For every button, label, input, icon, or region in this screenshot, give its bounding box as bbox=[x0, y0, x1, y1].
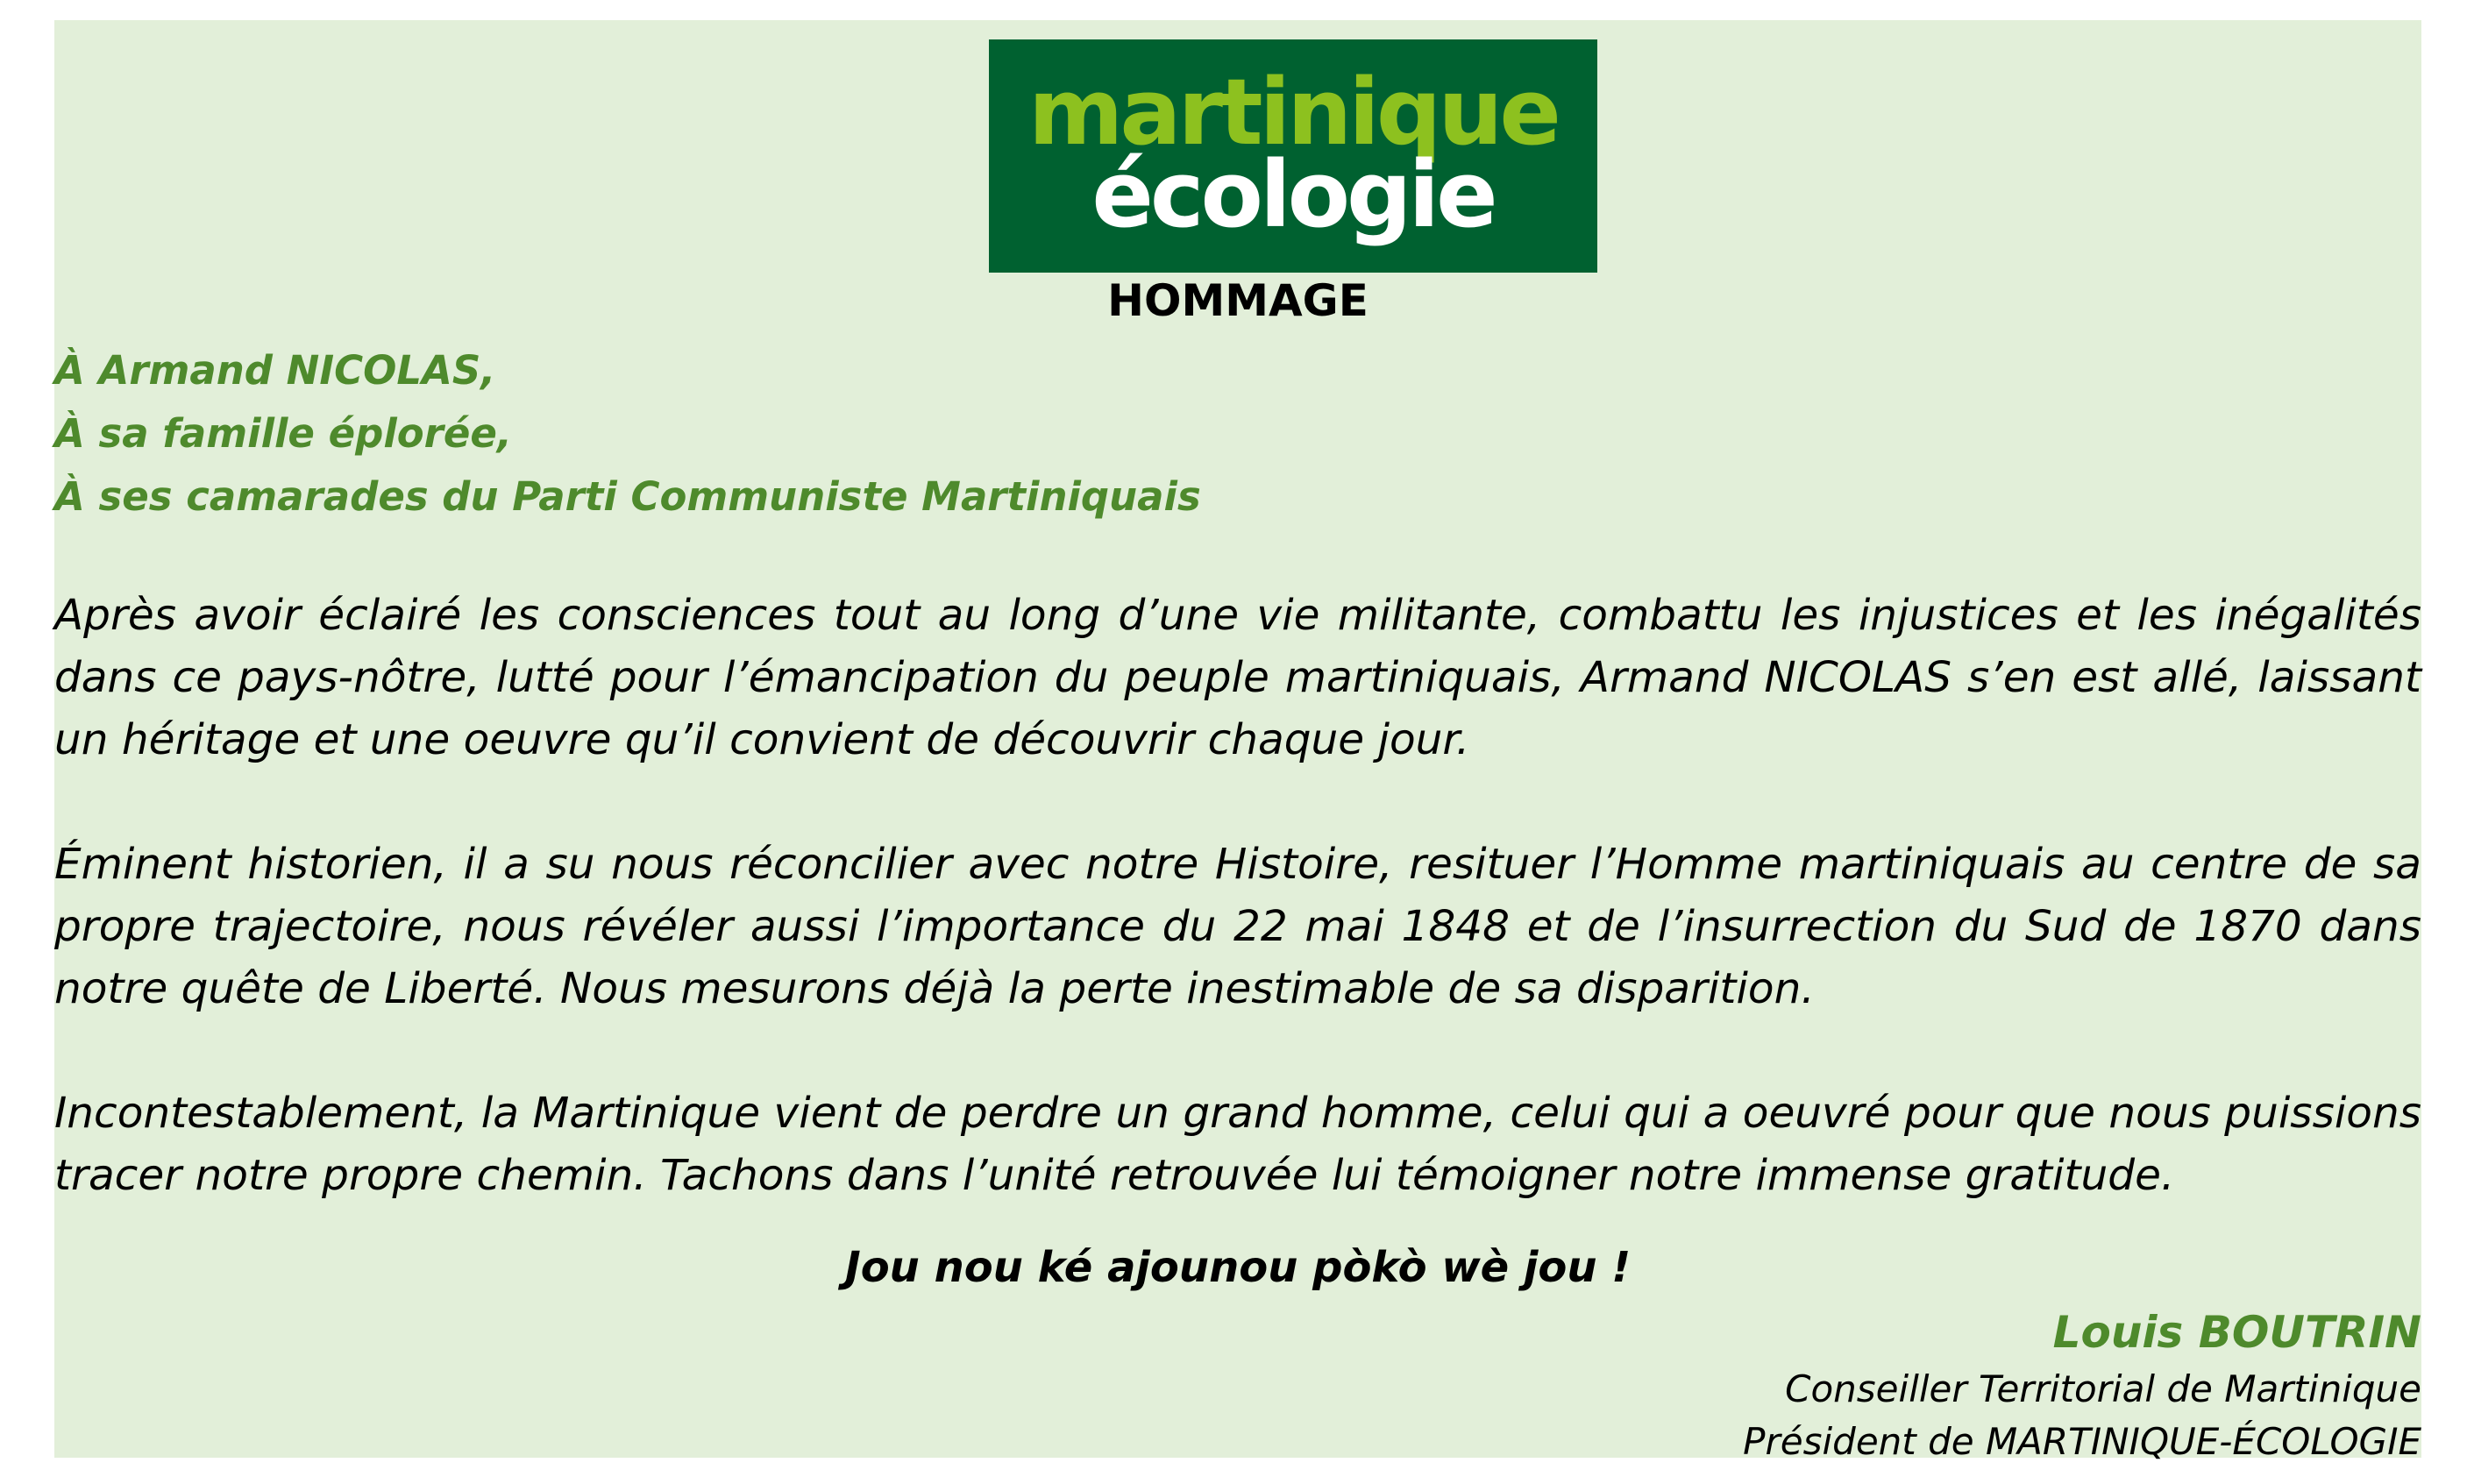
tribute-panel bbox=[54, 20, 2421, 1463]
paragraph-historian: Éminent historien, il a su nous réconcilier avec notre Histoire, resituer l’Homme martiniquais au centre de sa propre trajectoire, nous révéler aussi l’importance du 22 mai 1848 et de l’insurrection du Sud de 1870 dans notre quête de Liberté. Nous mesurons déjà la perte inestimable de sa disparition. bbox=[54, 840, 2421, 1013]
logo-line-martinique: martinique bbox=[1028, 59, 1558, 166]
dedication-comrades: À ses camarades du Parti Communiste Martiniquais bbox=[54, 473, 1201, 520]
martinique-ecologie-logo bbox=[989, 39, 1597, 273]
signature-role-president: Président de MARTINIQUE-ÉCOLOGIE bbox=[1743, 1420, 2421, 1463]
dedication-list bbox=[54, 339, 2421, 529]
logo-line-ecologie: écologie bbox=[1091, 141, 1495, 248]
signature-name: Louis BOUTRIN bbox=[2052, 1307, 2421, 1358]
paragraph-gratitude: Incontestablement, la Martinique vient de perdre un grand homme, celui qui a oeuvré pour que nous puissions tracer notre propre chemin. Tachons dans l’unité retrouvée lui témoigner notre immense gratitude. bbox=[54, 1089, 2421, 1200]
signature-role-councillor: Conseiller Territorial de Martinique bbox=[1785, 1367, 2421, 1410]
dedication-family: À sa famille éplorée, bbox=[54, 410, 513, 457]
creole-closing-line: Jou nou ké ajounou pòkò wè jou ! bbox=[844, 1243, 1632, 1292]
page-title: HOMMAGE bbox=[1107, 275, 1369, 326]
dedication-armand-nicolas: À Armand NICOLAS, bbox=[54, 347, 496, 394]
paragraph-legacy: Après avoir éclairé les consciences tout au long d’une vie militante, combattu les injustices et les inégalités dans ce pays-nôtre, lutté pour l’émancipation du peuple martiniquais, Armand NICOLAS s’en est allé, laissant un héritage et une oeuvre qu’il convient de découvrir chaque jour. bbox=[54, 591, 2421, 764]
